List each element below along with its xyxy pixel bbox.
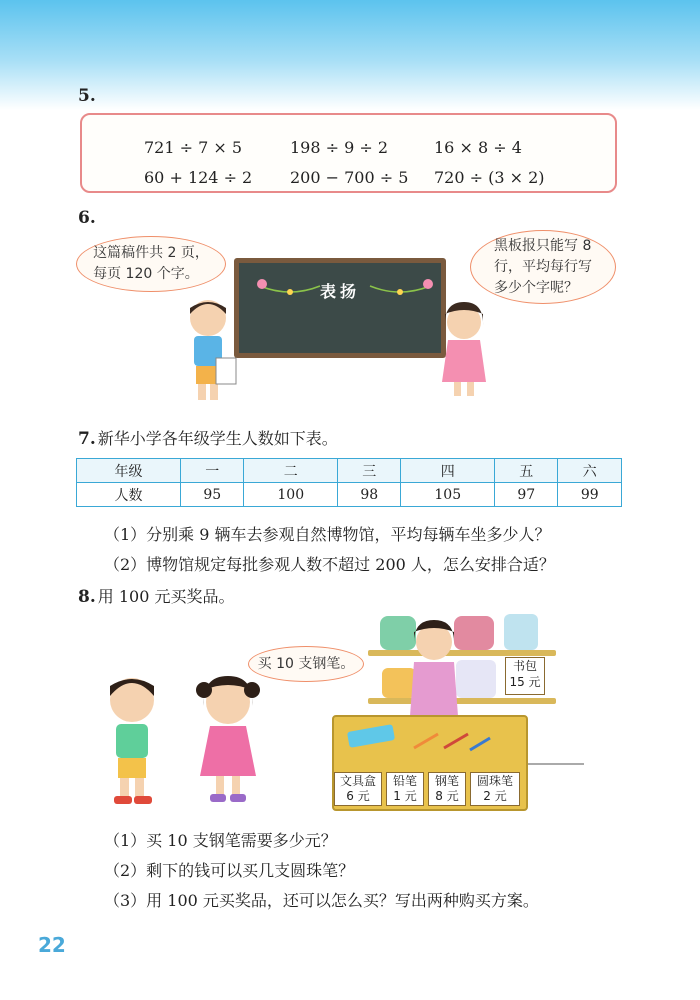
question-8-text: 用 100 元买奖品。 xyxy=(97,587,235,606)
backpack-price-sign xyxy=(505,657,545,695)
boy-bubble-line-2: 每页 120 个字。 xyxy=(93,266,199,282)
kids-bubble-text: 买 10 支钢笔。 xyxy=(257,655,355,672)
girl-bubble-line-1: 黑板报只能写 8 xyxy=(494,237,592,254)
price-tag-item: 文具盒 xyxy=(339,774,376,788)
price-tag-pencil-box xyxy=(334,772,382,806)
question-7-sub-2: （2）博物馆规定每批参观人数不超过 200 人，怎么安排合适？ xyxy=(104,555,555,574)
table-header-cell: 四 xyxy=(401,459,495,483)
table-cell: 105 xyxy=(401,483,495,507)
price-tag-item: 钢笔 xyxy=(434,774,459,788)
price-tag-item: 铅笔 xyxy=(392,774,417,788)
flower-garland-icon xyxy=(250,272,440,302)
price-tag-pencil xyxy=(386,772,424,806)
girl-bubble-line-2: 行，平均每行写 xyxy=(494,258,592,275)
table-cell: 99 xyxy=(558,483,622,507)
table-header-cell: 一 xyxy=(181,459,244,483)
question-7-title xyxy=(78,426,338,449)
backpack-price: 15 元 xyxy=(509,675,541,689)
table-cell: 95 xyxy=(181,483,244,507)
blackboard-title: 表扬 xyxy=(319,282,360,301)
price-tag-price: 6 元 xyxy=(346,789,370,803)
price-tag-price: 8 元 xyxy=(435,789,459,803)
table-header-cell: 六 xyxy=(558,459,622,483)
boy-illustration xyxy=(180,296,240,406)
question-8-sub-2: （2）剩下的钱可以买几支圆珠笔？ xyxy=(104,861,355,880)
table-cell: 98 xyxy=(338,483,401,507)
table-header-row xyxy=(77,459,622,483)
table-cell: 人数 xyxy=(77,483,181,507)
table-cell: 97 xyxy=(495,483,558,507)
price-tag-price: 2 元 xyxy=(483,789,507,803)
question-8-sub-1: （1）买 10 支钢笔需要多少元？ xyxy=(104,831,337,850)
header-band xyxy=(0,0,700,110)
counter-edge-line xyxy=(528,762,588,766)
price-tag-ballpoint-pen xyxy=(470,772,520,806)
boy-bubble-line-1: 这篇稿件共 2 页， xyxy=(93,245,209,261)
expression-6: 720 ÷ (3 × 2) xyxy=(434,168,545,187)
table-row xyxy=(77,483,622,507)
girl-illustration-2 xyxy=(186,672,270,812)
table-header-cell: 二 xyxy=(244,459,338,483)
expression-5: 200 − 700 ÷ 5 xyxy=(290,168,409,187)
expression-1: 721 ÷ 7 × 5 xyxy=(144,138,243,157)
grade-table xyxy=(76,458,622,507)
expression-3: 16 × 8 ÷ 4 xyxy=(434,138,522,157)
page-number: 22 xyxy=(38,933,66,957)
question-7-number: 7. xyxy=(78,429,96,449)
stationery-items-icon xyxy=(344,722,494,762)
girl-bubble-line-3: 多少个字呢？ xyxy=(494,279,578,296)
shopkeeper-illustration xyxy=(400,616,470,726)
backpack-label: 书包 xyxy=(512,659,537,673)
question-7-text: 新华小学各年级学生人数如下表。 xyxy=(97,429,338,448)
question-5-number: 5. xyxy=(78,86,96,106)
table-header-cell: 年级 xyxy=(77,459,181,483)
price-tag-fountain-pen xyxy=(428,772,466,806)
boy-speech-bubble xyxy=(76,236,226,292)
boy-illustration-2 xyxy=(96,672,172,812)
table-header-cell: 五 xyxy=(495,459,558,483)
table-cell: 100 xyxy=(244,483,338,507)
price-tag-item: 圆珠笔 xyxy=(476,774,513,788)
expression-2: 198 ÷ 9 ÷ 2 xyxy=(290,138,389,157)
girl-speech-bubble xyxy=(470,230,616,304)
question-7-sub-1: （1）分别乘 9 辆车去参观自然博物馆，平均每辆车坐多少人？ xyxy=(104,525,551,544)
question-6-number: 6. xyxy=(78,208,96,228)
expression-4: 60 + 124 ÷ 2 xyxy=(144,168,253,187)
question-8-title xyxy=(78,584,234,607)
table-header-cell: 三 xyxy=(338,459,401,483)
question-8-number: 8. xyxy=(78,587,96,607)
question-8-sub-3: （3）用 100 元买奖品，还可以怎么买？写出两种购买方案。 xyxy=(104,891,539,910)
girl-illustration xyxy=(436,300,496,400)
price-tag-price: 1 元 xyxy=(393,789,417,803)
